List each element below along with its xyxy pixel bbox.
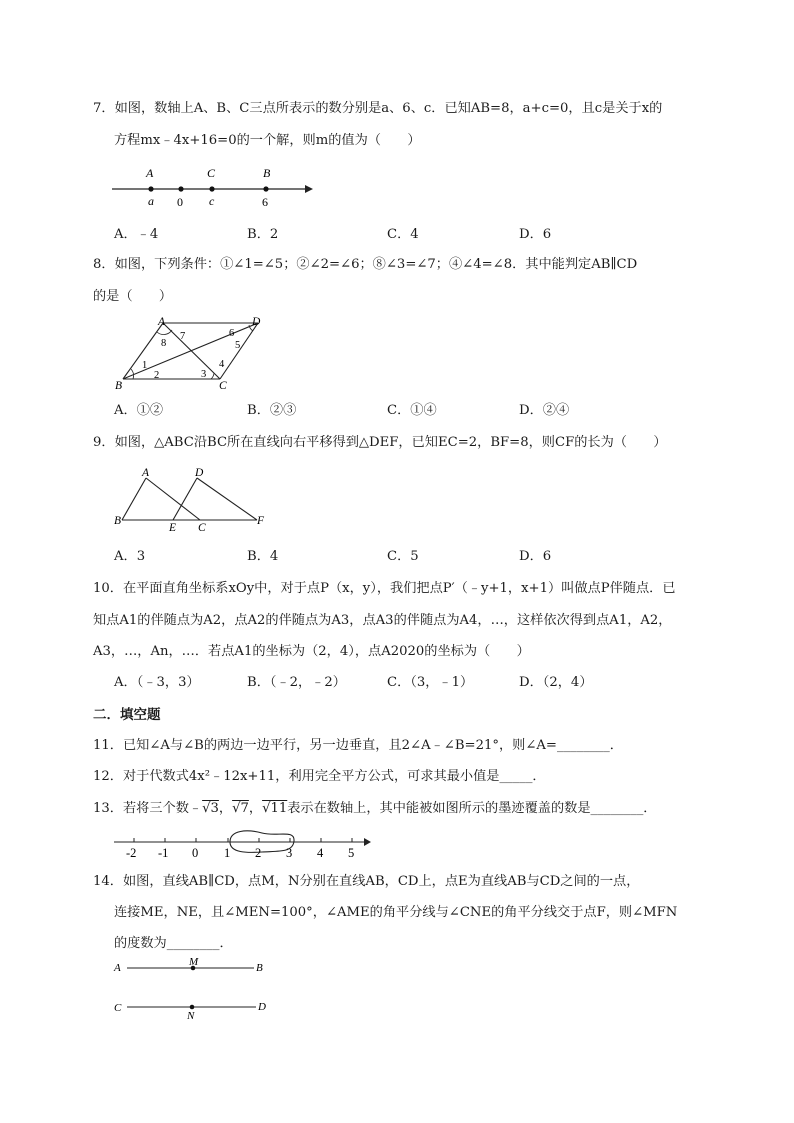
- q13-root-3: √3: [202, 801, 219, 816]
- q8-line2: 的是（ ）: [93, 289, 173, 304]
- q8-angle-4: 4: [219, 359, 225, 370]
- point-c-dot: [209, 186, 214, 191]
- q13-tick-4: 4: [317, 846, 324, 860]
- q8-option-a[interactable]: A．①②: [114, 403, 164, 418]
- q7-line1: 7．如图，数轴上A、B、C三点所表示的数分别是a、6、c．已知AB=8，a+c=0，且c是关于x的: [93, 101, 663, 116]
- q14-label-A: A: [114, 962, 121, 974]
- point-n-dot: [190, 1005, 195, 1010]
- q8-angle-8: 8: [161, 338, 167, 349]
- q8-vertex-D: D: [252, 316, 261, 328]
- q7-label-C: C: [207, 166, 216, 180]
- q9-label-A: A: [142, 467, 150, 479]
- q8-line1: 8．如图，下列条件：①∠1=∠5；②∠2=∠6；⑧∠3=∠7；④∠4=∠8．其中能判定AB∥CD: [93, 257, 638, 272]
- q8-vertex-A: A: [158, 316, 166, 328]
- q8-angle-2: 2: [154, 370, 160, 381]
- q9-label-D: D: [195, 467, 204, 479]
- q9-triangles-figure: [112, 464, 272, 534]
- q10-line1: 10．在平面直角坐标系xOy中，对于点P（x，y），我们把点P′（﹣y+1，x+1）叫做点P伴随点．已: [93, 581, 676, 596]
- q8-vertex-C: C: [219, 380, 227, 392]
- q8-vertex-B: B: [115, 380, 123, 392]
- q14-parallel-lines-figure: [110, 952, 285, 1024]
- q7-label-B: B: [263, 166, 271, 180]
- q13-tick-1: 1: [224, 846, 231, 860]
- q8-angle-5: 5: [235, 340, 241, 351]
- point-b-dot: [263, 186, 268, 191]
- q10-line3: A3，…，An，…．若点A1的坐标为（2，4），点A2020的坐标为（ ）: [93, 644, 530, 659]
- point-zero-dot: [178, 186, 183, 191]
- q13-tick-2: 2: [255, 846, 262, 860]
- q14-line1: 14．如图，直线AB∥CD，点M，N分别在直线AB，CD上，点E为直线AB与CD之间的一点，: [93, 874, 640, 889]
- q13-tick-0: 0: [192, 846, 199, 860]
- q9-label-C: C: [198, 522, 206, 534]
- q7-value-a: a: [148, 194, 154, 208]
- q14-label-M: M: [189, 956, 199, 968]
- q9-option-d[interactable]: D．6: [519, 549, 552, 564]
- q7-option-a[interactable]: A．﹣4: [114, 227, 159, 242]
- q9-label-E: E: [169, 522, 177, 534]
- q13-tick-3: 3: [286, 846, 293, 860]
- q14-label-D: D: [258, 1001, 266, 1013]
- q14-label-C: C: [114, 1002, 122, 1014]
- q7-value-6: 6: [262, 195, 268, 209]
- q8-option-c[interactable]: C．①④: [387, 403, 437, 418]
- q13-root-11: √11: [262, 801, 288, 816]
- q8-angle-7: 7: [180, 331, 186, 342]
- q9-label-F: F: [257, 515, 265, 527]
- q7-label-A: A: [146, 166, 154, 180]
- q11-line: 11．已知∠A与∠B的两边一边平行，另一边垂直，且2∠A﹣∠B=21°，则∠A=________．: [93, 738, 623, 753]
- q9-label-B: B: [114, 515, 122, 527]
- q7-value-0: 0: [177, 195, 183, 209]
- q13-tick-5: 5: [348, 846, 355, 860]
- q10-option-c[interactable]: C．（3，﹣1）: [387, 675, 474, 690]
- q13-prefix: 13．若将三个数﹣: [93, 801, 203, 816]
- q10-option-b[interactable]: B．（﹣2，﹣2）: [247, 675, 346, 690]
- q12-line: 12．对于代数式4x²﹣12x+11，利用完全平方公式，可求其最小值是_____．: [93, 769, 546, 784]
- q7-option-c[interactable]: C．4: [387, 227, 419, 242]
- q7-number-line-figure: [110, 160, 315, 212]
- q13-sep: ，: [218, 801, 233, 816]
- q8-angle-6: 6: [229, 328, 235, 339]
- q13-tick--1: -1: [158, 846, 169, 860]
- q10-option-a[interactable]: A．（﹣3，3）: [114, 675, 200, 690]
- section-title-fill-in: 二．填空题: [93, 707, 161, 723]
- q10-line2: 知点A1的伴随点为A2，点A2的伴随点为A3，点A3的伴随点为A4，…，这样依次得到点A1，A2，: [93, 613, 672, 628]
- q9-option-b[interactable]: B．4: [247, 549, 279, 564]
- q8-parallelogram-figure: [112, 312, 272, 394]
- q13-number-line-figure: [112, 827, 374, 861]
- q14-label-B: B: [256, 962, 263, 974]
- q9-line1: 9．如图，△ABC沿BC所在直线向右平移得到△DEF，已知EC=2，BF=8，则CF的长为（ ）: [93, 435, 667, 450]
- q14-line2: 连接ME，NE，且∠MEN=100°，∠AME的角平分线与∠CNE的角平分线交于点F，则∠MFN: [114, 905, 678, 920]
- q14-label-N: N: [187, 1010, 195, 1022]
- q7-option-b[interactable]: B．2: [247, 227, 279, 242]
- q7-option-d[interactable]: D．6: [519, 227, 552, 242]
- q10-option-d[interactable]: D．（2，4）: [519, 675, 593, 690]
- q9-option-a[interactable]: A．3: [114, 549, 146, 564]
- q13-root-7: √7: [232, 801, 249, 816]
- q8-option-b[interactable]: B．②③: [247, 403, 297, 418]
- q8-angle-1: 1: [142, 360, 148, 371]
- q13-tick--2: -2: [126, 846, 137, 860]
- q8-angle-3: 3: [201, 369, 207, 380]
- q13-suffix: 表示在数轴上，其中能被如图所示的墨迹覆盖的数是________．: [287, 801, 657, 816]
- q13-line: 13．若将三个数﹣√3，√7，√11表示在数轴上，其中能被如图所示的墨迹覆盖的数是________．: [93, 801, 657, 816]
- q7-line2: 方程mx﹣4x+16=0的一个解，则m的值为（ ）: [114, 133, 421, 148]
- q14-line3: 的度数为________．: [114, 936, 233, 951]
- arrow-right-icon: [364, 838, 371, 846]
- q7-value-c: c: [209, 194, 215, 208]
- arrow-right-icon: [305, 185, 313, 193]
- q9-option-c[interactable]: C．5: [387, 549, 419, 564]
- point-a-dot: [148, 186, 153, 191]
- q8-option-d[interactable]: D．②④: [519, 403, 570, 418]
